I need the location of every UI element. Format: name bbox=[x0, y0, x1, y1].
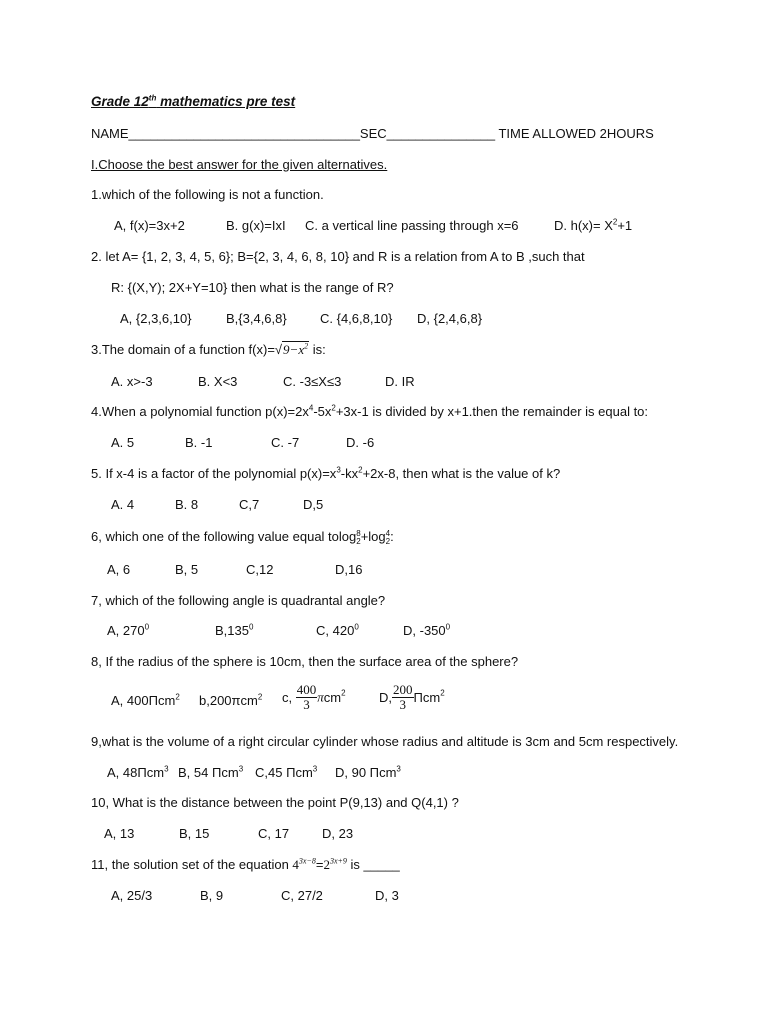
q3-option-b: B. X<3 bbox=[198, 374, 238, 389]
q11-option-d: D, 3 bbox=[375, 888, 399, 903]
question-3: 3.The domain of a function $f(x)=√9-x^2$ is: bbox=[91, 341, 326, 357]
fraction: $\frac{200}{3}$ bbox=[393, 682, 413, 712]
q3-option-a: A. x>-3 bbox=[111, 374, 153, 389]
q11-option-c: C, 27/2 bbox=[281, 888, 323, 903]
q7-option-d: D, $-350^0$ bbox=[403, 622, 451, 638]
question-11: 11, the solution set of the equation $4^{3x-8}=2^{3x+9}$ is _____ bbox=[91, 856, 400, 872]
question-10: 10, What is the distance between the point P(9,13) and Q(4,1) ? bbox=[91, 795, 459, 810]
q5-option-d: D,5 bbox=[303, 497, 324, 512]
log-base-exponent: 4 2 bbox=[385, 528, 391, 546]
q2-option-c: C. {4,6,8,10} bbox=[320, 311, 393, 326]
q10-option-a: A, 13 bbox=[104, 826, 135, 841]
sqrt-symbol: √ bbox=[274, 342, 283, 357]
q1-option-c: C. a vertical line passing through x=6 bbox=[305, 218, 519, 233]
q6-option-d: D,16 bbox=[335, 562, 363, 577]
question-2-continued: R: {(X,Y); 2X+Y=10} then what is the range of R? bbox=[111, 280, 394, 295]
q7-option-c: C, $420^0$ bbox=[316, 622, 359, 638]
q4-option-b: B. -1 bbox=[185, 435, 213, 450]
name-sec-time-line: NAME________________________________SEC_______________ TIME ALLOWED 2HOURS bbox=[91, 126, 654, 141]
q1-option-a: A, f(x)=3x+2 bbox=[114, 218, 185, 233]
q11-option-a: A, 25/3 bbox=[111, 888, 153, 903]
q5-option-c: C,7 bbox=[239, 497, 260, 512]
log-base-exponent: 8 2 bbox=[356, 528, 361, 546]
q7-option-a: A, $270^0$ bbox=[107, 622, 150, 638]
question-8: 8, If the radius of the sphere is 10cm, then the surface area of the sphere? bbox=[91, 654, 519, 669]
q8-option-d: D, $\frac{200}{3}$ Πcm$^2$ bbox=[379, 682, 445, 712]
q2-option-b: B,{3,4,6,8} bbox=[226, 311, 287, 326]
q5-option-a: A. 4 bbox=[111, 497, 135, 512]
q9-option-c: C,45 Πcm$^3$ bbox=[255, 764, 318, 780]
q1-option-d: D. $h(x)= X^2+1$ bbox=[554, 217, 633, 233]
q7-option-b: B,135$^0$ bbox=[215, 622, 254, 638]
q10-option-c: C, 17 bbox=[258, 826, 290, 841]
question-6: 6, which one of the following value equal tolog 8 2 +log 4 2 : bbox=[91, 528, 394, 546]
q3-option-c: C. -3≤X≤3 bbox=[283, 374, 342, 389]
q4-option-a: A. 5 bbox=[111, 435, 135, 450]
q3-option-d: D. IR bbox=[385, 374, 415, 389]
question-1: 1.which of the following is not a function. bbox=[91, 187, 324, 202]
q9-option-d: D, 90 Πcm$^3$ bbox=[335, 764, 401, 780]
question-2: 2. let A= {1, 2, 3, 4, 5, 6}; B={2, 3, 4, 6, 8, 10} and R is a relation from A to B ,such that bbox=[91, 249, 585, 264]
instruction: I.Choose the best answer for the given alternatives. bbox=[91, 157, 388, 172]
q9-option-b: B, 54 Πcm$^3$ bbox=[178, 764, 244, 780]
q2-option-d: D, {2,4,6,8} bbox=[417, 311, 483, 326]
sqrt-radicand: $9-x^2$ bbox=[283, 341, 309, 357]
question-7: 7, which of the following angle is quadrantal angle? bbox=[91, 593, 386, 608]
q9-option-a: A, 48Πcm$^3$ bbox=[107, 764, 169, 780]
q6-option-c: C,12 bbox=[246, 562, 274, 577]
q4-option-c: C. -7 bbox=[271, 435, 300, 450]
q1-option-b: B. g(x)=IxI bbox=[226, 218, 286, 233]
q11-option-b: B, 9 bbox=[200, 888, 224, 903]
question-4: 4.When a polynomial function $p(x)=2x^4-5x^2+3x-1$ is divided by x+1.then the remainder is equal to: bbox=[91, 403, 649, 419]
q8-option-a: A, 400Πcm$^2$ bbox=[111, 692, 180, 708]
page-title: Grade 12th mathematics pre test bbox=[91, 93, 296, 109]
question-9: 9,what is the volume of a right circular cylinder whose radius and altitude is 3cm and 5cm respectively. bbox=[91, 734, 679, 749]
q4-option-d: D. -6 bbox=[346, 435, 375, 450]
q8-option-c: c, $\frac{400}{3}$ πcm$^2$ bbox=[282, 682, 346, 712]
q10-option-d: D, 23 bbox=[322, 826, 354, 841]
q10-option-b: B, 15 bbox=[179, 826, 210, 841]
question-5: 5. If x-4 is a factor of the polynomial $p(x)=x^3-kx^2+2x-8$, then what is the value of k? bbox=[91, 465, 561, 481]
q8-option-b: b,200πcm$^2$ bbox=[199, 692, 263, 708]
q5-option-b: B. 8 bbox=[175, 497, 199, 512]
fraction: $\frac{400}{3}$ bbox=[296, 682, 317, 712]
q2-option-a: A, {2,3,6,10} bbox=[120, 311, 192, 326]
q6-option-b: B, 5 bbox=[175, 562, 199, 577]
q6-option-a: A, 6 bbox=[107, 562, 131, 577]
